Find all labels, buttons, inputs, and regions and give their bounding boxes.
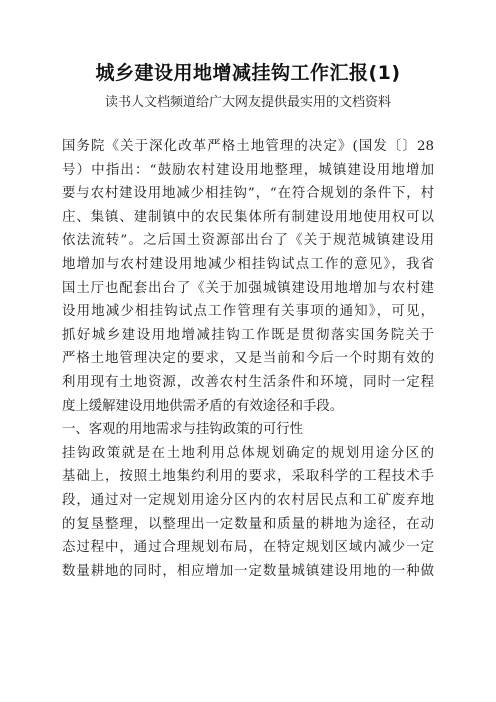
text-line: 国务院《关于深化改革严格土地管理的决定》(国发〔〕28 [62,139,434,154]
document-body [62,135,434,583]
text-line: 地增加与农村建设用地减少相挂钩试点工作的意见》，我省 [62,256,434,272]
text-line: 严格土地管理决定的要求，又是当前和今后一个时期有效的 [62,351,434,367]
text-line: 国土厅也配套出台了《关于加强城镇建设用地增加与农村建 [62,280,434,296]
text-line: 设用地减少相挂钩试点工作管理有关事项的通知》，可见， [62,304,434,320]
text-line: 利用现有土地资源，改善农村生活条件和环境，同时一定程 [62,374,434,390]
document-title: 城乡建设用地增减挂钩工作汇报(1) [95,62,401,84]
text-line: 段，通过对一定规划用途分区内的农村居民点和工矿废弃地 [62,492,434,508]
document-subtitle: 读书人文档频道给广大网友提供最实用的文档资料 [104,95,391,110]
text-line: 庄、集镇、建制镇中的农民集体所有制建设用地使用权可以 [62,209,434,225]
text-line: 抓好城乡建设用地增减挂钩工作既是贯彻落实国务院关于 [62,327,434,343]
text-line: 依法流转”。之后国土资源部出台了《关于规范城镇建设用 [62,233,434,249]
section-heading: 一、客观的用地需求与挂钩政策的可行性 [62,422,304,438]
text-line: 基础上，按照土地集约利用的要求，采取科学的工程技术手 [62,469,434,485]
text-line: 的复垦整理，以整理出一定数量和质量的耕地为途径，在动 [62,516,434,532]
text-line: 要与农村建设用地减少相挂钩”，“在符合规划的条件下，村 [62,186,434,202]
text-line: 度上缓解建设用地供需矛盾的有效途径和手段。 [62,398,344,414]
text-line: 态过程中，通过合理规划布局，在特定规划区域内减少一定 [62,540,434,556]
text-line: 号）中指出：“鼓励农村建设用地整理，城镇建设用地增加 [62,162,434,178]
text-line: 数量耕地的同时，相应增加一定数量城镇建设用地的一种做 [62,563,434,579]
text-line: 挂钩政策就是在土地利用总体规划确定的规划用途分区的 [62,445,434,461]
